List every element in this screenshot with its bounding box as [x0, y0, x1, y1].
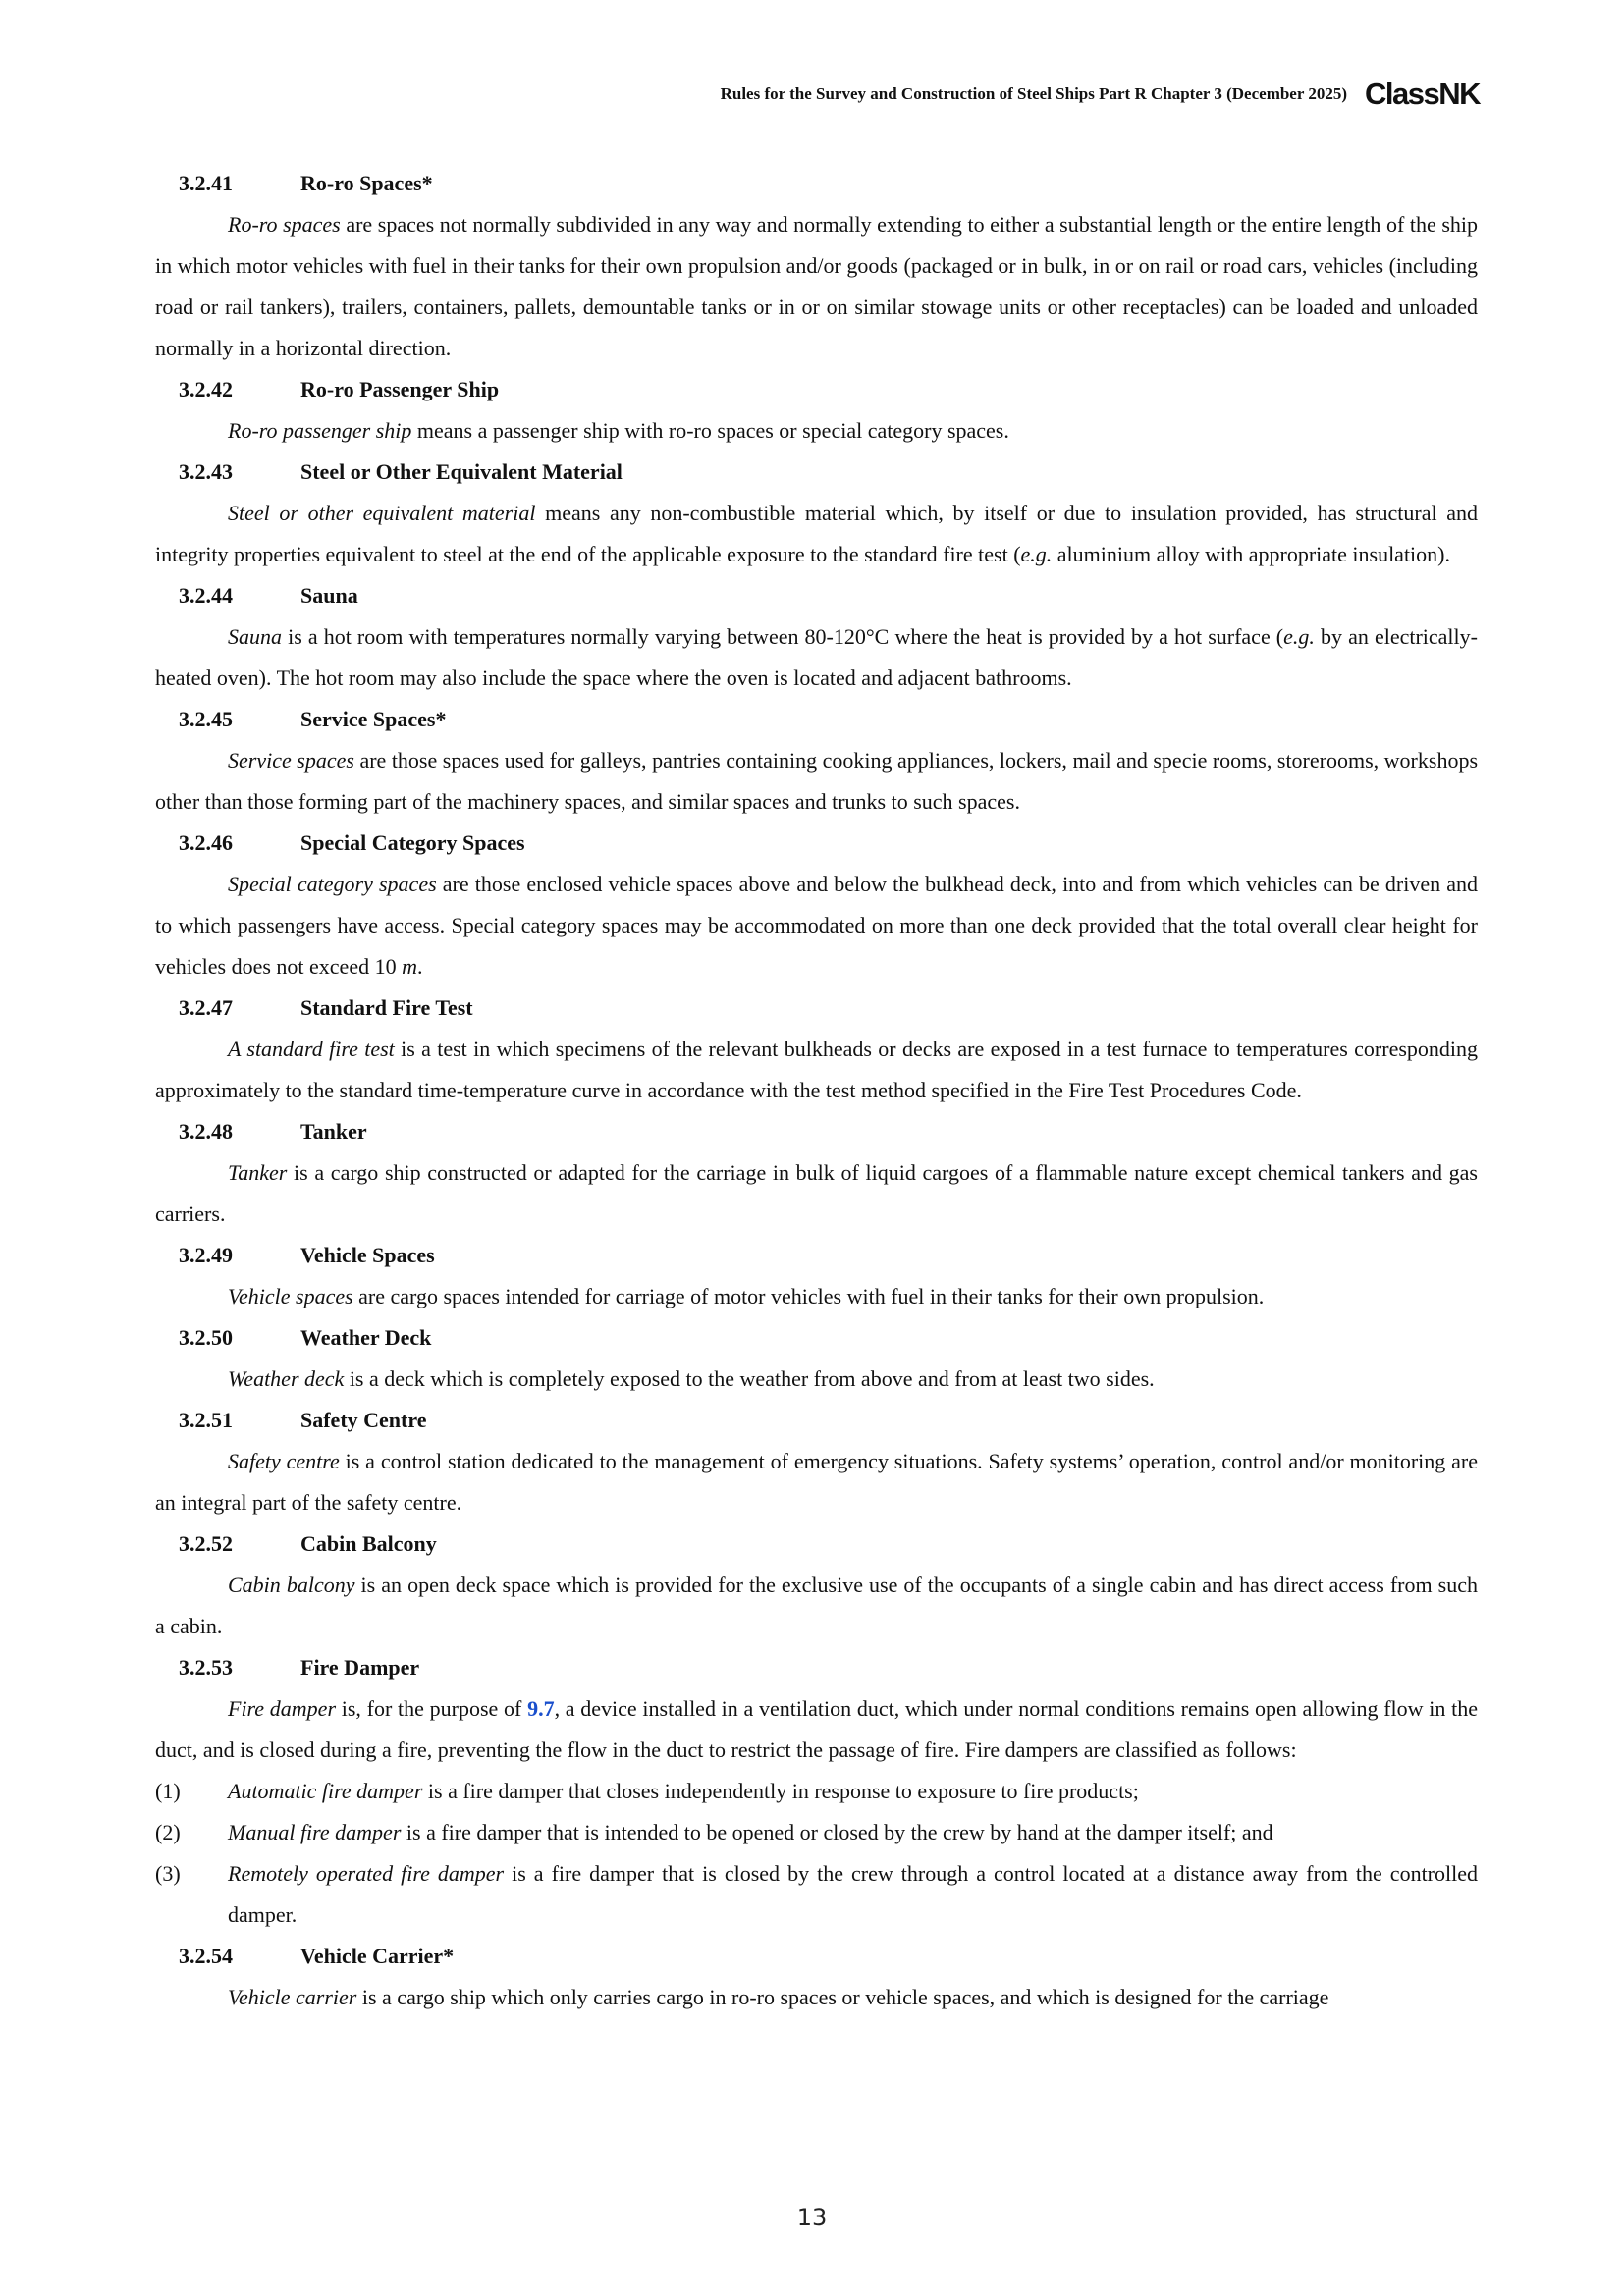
section-number: 3.2.48 [179, 1119, 233, 1144]
section-heading [155, 988, 1478, 1029]
defined-term: Service spaces [228, 748, 354, 773]
defined-term: Steel or other equivalent material [228, 501, 536, 525]
section-3-2-42 [155, 369, 1478, 452]
section-title: Safety Centre [300, 1408, 427, 1432]
page-header [721, 77, 1480, 112]
section-heading [155, 823, 1478, 864]
section-heading [155, 1235, 1478, 1276]
defined-term: Tanker [228, 1160, 288, 1185]
section-3-2-43 [155, 452, 1478, 575]
section-number: 3.2.49 [179, 1243, 233, 1267]
section-title: Sauna [300, 583, 358, 608]
section-paragraph: Special category spaces are those enclosed vehicle spaces above and below the bulkhead deck, into and from which vehicles can be driven and to which passengers have access. Special category spaces may be accommodated on more than one deck provided that the total overall clear height for vehicles does not exceed 10 m. [155, 872, 1479, 979]
section-title: Weather Deck [300, 1325, 432, 1350]
section-title: Cabin Balcony [300, 1531, 437, 1556]
defined-term: Fire damper [228, 1696, 337, 1721]
section-paragraph: Steel or other equivalent material means any non-combustible material which, by itself or due to insulation provided, has structural and integrity properties equivalent to steel at the end of the applicable exposure to the standard fire test (e.g. aluminium alloy with appropriate insulation). [155, 501, 1479, 566]
classnk-logo: ClassNK [1365, 77, 1480, 111]
section-paragraph: Vehicle spaces are cargo spaces intended for carriage of motor vehicles with fuel in their tanks for their own propulsion. [228, 1284, 1265, 1308]
section-number: 3.2.47 [179, 995, 233, 1020]
list-marker: (2) [155, 1820, 181, 1844]
section-number: 3.2.52 [179, 1531, 233, 1556]
defined-term: Vehicle carrier [228, 1985, 357, 2009]
defined-term: Ro-ro spaces [228, 212, 341, 237]
section-title: Vehicle Spaces [300, 1243, 435, 1267]
section-heading [155, 163, 1478, 204]
section-heading [155, 369, 1478, 410]
defined-term: Special category spaces [228, 872, 437, 896]
italic-fragment: m [402, 954, 417, 979]
running-header-title: Rules for the Survey and Construction of Steel Ships Part R Chapter 3 (December 2025) [720, 84, 1347, 103]
section-3-2-44 [155, 575, 1478, 699]
section-3-2-47 [155, 988, 1478, 1111]
section-paragraph: Service spaces are those spaces used for galleys, pantries containing cooking appliances, lockers, mail and specie rooms, storerooms, workshops other than those forming part of the machinery spaces, and similar spaces and trunks to such spaces. [155, 748, 1479, 814]
section-title: Tanker [300, 1119, 367, 1144]
section-number: 3.2.42 [179, 377, 233, 401]
section-number: 3.2.54 [179, 1944, 233, 1968]
section-number: 3.2.46 [179, 830, 233, 855]
defined-term: Remotely operated fire damper [228, 1861, 505, 1886]
section-3-2-50 [155, 1317, 1478, 1400]
defined-term: Manual fire damper [228, 1820, 402, 1844]
document-body [155, 163, 1478, 2018]
section-title: Steel or Other Equivalent Material [300, 459, 623, 484]
section-heading [155, 452, 1478, 493]
section-3-2-48 [155, 1111, 1478, 1235]
section-3-2-54 [155, 1936, 1478, 2018]
section-3-2-49 [155, 1235, 1478, 1317]
section-heading [155, 1936, 1478, 1977]
list-item-text: Manual fire damper is a fire damper that is intended to be opened or closed by the crew by hand at the damper itself; and [228, 1820, 1273, 1844]
list-marker: (3) [155, 1861, 181, 1886]
section-heading [155, 1523, 1478, 1565]
section-heading [155, 1400, 1478, 1441]
section-paragraph: Safety centre is a control station dedicated to the management of emergency situations. Safety systems’ operation, control and/or monitoring are an integral part of the safety centre. [155, 1449, 1479, 1515]
section-title: Ro-ro Spaces* [300, 171, 433, 195]
section-paragraph: Ro-ro spaces are spaces not normally subdivided in any way and normally extending to either a substantial length or the entire length of the ship in which motor vehicles with fuel in their tanks for their own propulsion and/or goods (packaged or in bulk, in or on rail or road cars, vehicles (including road or rail tankers), trailers, containers, pallets, demountable tanks or in or on similar stowage units or other receptacles) can be loaded and unloaded normally in a horizontal direction. [155, 212, 1478, 360]
defined-term: Weather deck [228, 1366, 345, 1391]
section-3-2-46 [155, 823, 1478, 988]
cross-reference-link[interactable]: 9.7 [527, 1696, 555, 1721]
defined-term: A standard fire test [228, 1037, 395, 1061]
list-marker: (1) [155, 1779, 181, 1803]
defined-term: Automatic fire damper [228, 1779, 423, 1803]
italic-fragment: e.g. [1283, 624, 1315, 649]
section-paragraph: Cabin balcony is an open deck space which is provided for the exclusive use of the occupants of a single cabin and has direct access from such a cabin. [155, 1573, 1479, 1638]
definition-sections [155, 163, 1478, 1647]
list-item-text: Automatic fire damper is a fire damper that closes independently in response to exposure to fire products; [228, 1779, 1139, 1803]
list-item [155, 1812, 1478, 1853]
defined-term: Safety centre [228, 1449, 340, 1473]
defined-term: Ro-ro passenger ship [228, 418, 412, 443]
section-3-2-45 [155, 699, 1478, 823]
section-paragraph: Ro-ro passenger ship means a passenger ship with ro-ro spaces or special category spaces. [228, 418, 1009, 443]
section-number: 3.2.51 [179, 1408, 233, 1432]
list-item-text: Remotely operated fire damper is a fire damper that is closed by the crew through a control located at a distance away from the controlled damper. [228, 1861, 1479, 1927]
section-heading [155, 1111, 1478, 1152]
defined-term: Sauna [228, 624, 282, 649]
list-item [155, 1771, 1478, 1812]
section-heading [155, 1317, 1478, 1359]
fire-damper-classification-list [155, 1771, 1478, 1936]
section-title: Fire Damper [300, 1655, 420, 1680]
section-title: Standard Fire Test [300, 995, 473, 1020]
section-heading [155, 699, 1478, 740]
defined-term: Cabin balcony [228, 1573, 355, 1597]
section-3-2-41 [155, 163, 1478, 369]
section-heading [155, 575, 1478, 616]
section-title: Ro-ro Passenger Ship [300, 377, 500, 401]
section-3-2-51 [155, 1400, 1478, 1523]
section-paragraph: Tanker is a cargo ship constructed or adapted for the carriage in bulk of liquid cargoes of a flammable nature except chemical tankers and gas carriers. [155, 1160, 1478, 1226]
section-number: 3.2.45 [179, 707, 233, 731]
section-number: 3.2.41 [179, 171, 233, 195]
section-title: Vehicle Carrier* [300, 1944, 455, 1968]
section-number: 3.2.50 [179, 1325, 233, 1350]
section-title: Service Spaces* [300, 707, 447, 731]
section-paragraph: A standard fire test is a test in which specimens of the relevant bulkheads or decks are exposed in a test furnace to temperatures corresponding approximately to the standard time-temperature curve in accordance with the test method specified in the Fire Test Procedures Code. [155, 1037, 1479, 1102]
section-title: Special Category Spaces [300, 830, 525, 855]
section-paragraph: Sauna is a hot room with temperatures normally varying between 80-120°C where the heat is provided by a hot surface (e.g. by an electrically-heated oven). The hot room may also include the space where the oven is located and adjacent bathrooms. [155, 624, 1478, 690]
list-item [155, 1853, 1478, 1936]
section-paragraph: Weather deck is a deck which is completely exposed to the weather from above and from at least two sides. [228, 1366, 1155, 1391]
section-paragraph: Vehicle carrier is a cargo ship which only carries cargo in ro-ro spaces or vehicle spaces, and which is designed for the carriage [228, 1985, 1329, 2009]
section-paragraph: Fire damper is, for the purpose of 9.7, a device installed in a ventilation duct, which under normal conditions remains open allowing flow in the duct, and is closed during a fire, preventing the flow in the duct to restrict the passage of fire. Fire dampers are classified as follows: [155, 1696, 1479, 1762]
italic-fragment: e.g. [1020, 542, 1053, 566]
section-number: 3.2.44 [179, 583, 233, 608]
section-heading [155, 1647, 1478, 1688]
section-number: 3.2.53 [179, 1655, 233, 1680]
section-number: 3.2.43 [179, 459, 233, 484]
page-number: 13 [796, 2204, 828, 2231]
section-3-2-53 [155, 1647, 1478, 1936]
defined-term: Vehicle spaces [228, 1284, 353, 1308]
section-3-2-52 [155, 1523, 1478, 1647]
